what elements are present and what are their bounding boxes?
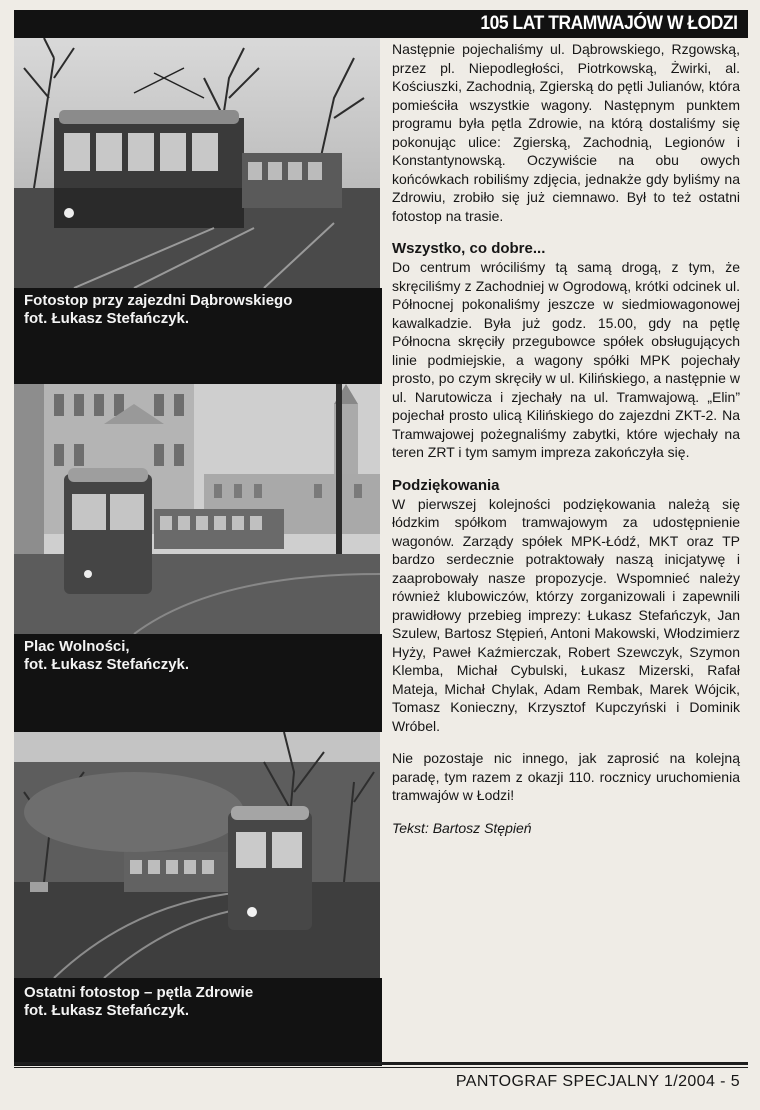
caption-box bbox=[14, 978, 382, 1066]
signature: Tekst: Bartosz Stępień bbox=[392, 819, 532, 836]
photo-tram-depot bbox=[14, 38, 380, 288]
paragraph-return: Do centrum wróciliśmy tą samą drogą, z tym, że skręciliśmy z Zachodniej w Ogrodową, krótki odcinek ul. Północnej pokonaliśmy jeszcze w siedmiowagonowej kawalkadzie. Była już godz. 15.00, gdy na pętlę Północna skręciły przegubowce spółek obsługujących linie podmiejskie, a wagony spółki MPK pojechały prosto, po czym skręciły w ul. Kilińskiego, a następnie w ul. Narutowicza i zjechały na ul. Tramwajową. „Elin” pojechał prosto ulicą Kilińskiego do zajezdni ZKT-2. Na Tramwajowej pożegnaliśmy zabytki, które wjechały na teren ZRT i tym samym impreza zakończyła się. bbox=[392, 259, 740, 460]
photo-petla-zdrowie bbox=[14, 732, 380, 978]
photo-caption: Fotostop przy zajezdni Dąbrowskiego fot. Łukasz Stefańczyk. bbox=[24, 292, 293, 327]
photo-plac-wolnosci bbox=[14, 384, 380, 634]
paragraph-intro: Następnie pojechaliśmy ul. Dąbrowskiego, Rzgowską, przez pl. Niepodległości, Piotrkowską, Żwirki, al. Kościuszki, Zachodnią, Zgierską do pętli Julianów, która pomieściła wszystkie wagony. Następnym punktem programu była pętla Zdrowie, na którą dostaliśmy się pokonując ulice: Zgierską, Zachodnią, Legionów i Konstantynowską. Oczywiście na obu owych końcówkach robiliśmy zdjęcia, jednakże gdy byliśmy na Zdrowiu, zrobiło się już ciemnawo. Był to też ostatni fotostop na trasie. bbox=[392, 41, 740, 224]
footer-divider bbox=[14, 1062, 748, 1065]
page-title: 105 LAT TRAMWAJÓW W ŁODZI bbox=[480, 13, 738, 34]
photo-caption: Ostatni fotostop – pętla Zdrowie fot. Łukasz Stefańczyk. bbox=[24, 984, 254, 1019]
footer-divider bbox=[14, 1067, 748, 1068]
paragraph-thanks: W pierwszej kolejności podziękowania należą się łódzkim spółkom tramwajowym za udostępnienie wagonów. Zarządy spółek MPK-Łódź, MKT oraz TP bardzo serdecznie potraktowały naszą inicjatywę i zaaprobowały nasze propozycje. Wspomnieć należy również klubowiczów, którzy zorganizowali i zapewnili prawidłowy przebieg imprezy: Łukasz Stefańczyk, Jan Szulew, Bartosz Stępień, Antoni Makowski, Włodzimierz Hyży, Paweł Kaźmierczak, Robert Szewczyk, Szymon Klemba, Michał Cybulski, Łukasz Mizerski, Rafał Mateja, Michał Chylak, Adam Rembak, Marek Wójcik, Tomasz Konieczny, Krzysztof Kupczyński i Dominik Wróbel. bbox=[392, 495, 740, 734]
page-footer: PANTOGRAF SPECJALNY 1/2004 - 5 bbox=[455, 1073, 740, 1090]
article-column bbox=[392, 40, 740, 837]
caption-box bbox=[14, 634, 382, 732]
paragraph-closing: Nie pozostaje nic innego, jak zaprosić na kolejną paradę, tym razem z okazji 110. rocznicy uruchomienia tramwajów w Łodzi! bbox=[392, 750, 740, 803]
header-bar bbox=[14, 10, 748, 38]
caption-box bbox=[14, 288, 382, 384]
photo-caption: Plac Wolności, fot. Łukasz Stefańczyk. bbox=[24, 638, 190, 673]
section-heading: Wszystko, co dobre... bbox=[392, 240, 546, 257]
section-heading: Podziękowania bbox=[392, 476, 500, 494]
